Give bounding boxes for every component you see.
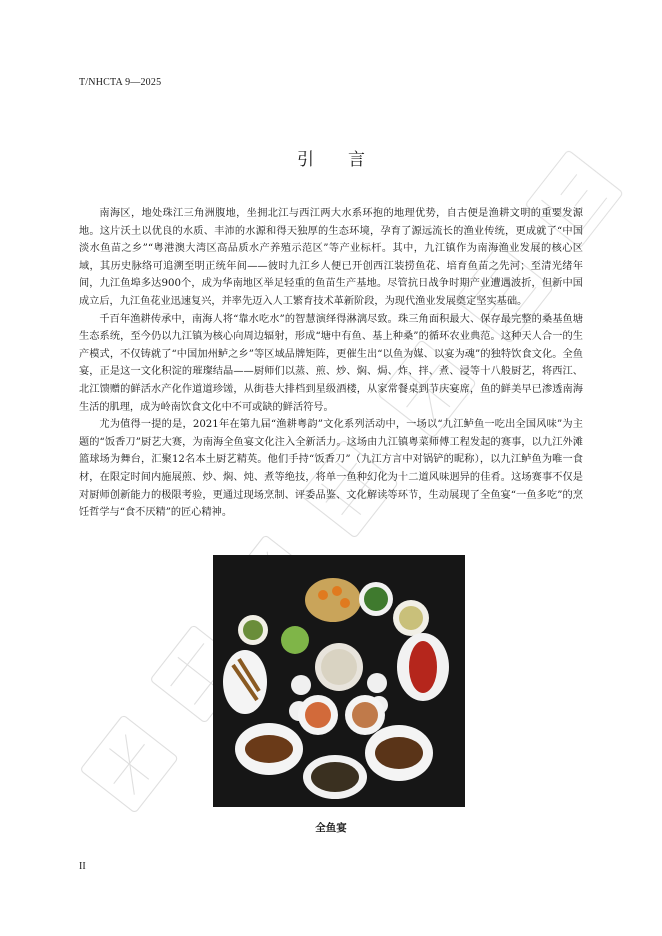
- introduction-body: [79, 205, 583, 522]
- standard-code: T/NHCTA 9—2025: [79, 77, 162, 88]
- section-title: 引 言: [297, 150, 365, 170]
- paragraph: 南海区，地处珠江三角洲腹地，坐拥北江与西江两大水系环抱的地理优势，自古便是渔耕文明的重要发源地。这片沃土以优良的水质、丰沛的水源和得天独厚的生态环境，孕育了源远流长的渔业传统，更成就了“中国淡水鱼苗之乡”“粤港澳大湾区高品质水产养殖示范区”等产业标杆。其中，九江镇作为南海渔业发展的核心区域，其历史脉络可追溯至明正统年间——彼时九江乡人便已开创西江装捞鱼花、培育鱼苗之先河；至清光绪年间，九江鱼埠多达900个，成为华南地区举足轻重的鱼苗生产基地。尽管抗日战争时期产业遭遇波折，但新中国成立后，九江鱼花业迅速复兴，并率先迈入人工繁育技术革新阶段，为现代渔业发展奠定坚实基础。: [79, 208, 583, 307]
- banquet-photo: [213, 555, 465, 807]
- page-number: II: [79, 861, 86, 872]
- paragraph: 尤为值得一提的是，2021年在第九届“渔耕粤韵”文化系列活动中，一场以“九江鲈鱼一吃出全国风味”为主题的“饭香刀”厨艺大赛，为南海全鱼宴文化注入全新活力。这场由九江镇粤菜师傅工程发起的赛事，以九江外滩篮球场为舞台，汇聚12名本土厨艺精英。他们手持“饭香刀”（九江方言中对锅铲的昵称），以九江鲈鱼为唯一食材，在限定时间内施展煎、炒、焖、炖、煮等绝技，将单一鱼种幻化为十二道风味迥异的佳肴。这场赛事不仅是对厨师创新能力的极限考验，更通过现场烹制、评委品鉴、文化解读等环节，生动展现了全鱼宴“一鱼多吃”的烹饪哲学与“食不厌精”的匠心精神。: [79, 419, 583, 519]
- figure-caption: 全鱼宴: [315, 822, 347, 834]
- paragraph: 千百年渔耕传承中，南海人将“靠水吃水”的智慧演绎得淋漓尽致。珠三角面积最大、保存最完整的桑基鱼塘生态系统，至今仍以九江镇为核心向周边辐射，形成“塘中有鱼、基上种桑”的循环农业典范。这种天人合一的生产模式，不仅铸就了“中国加州鲈之乡”等区域品牌矩阵，更催生出“以鱼为媒、以宴为魂”的独特饮食文化。全鱼宴，正是这一文化积淀的璀璨结晶——厨师们以蒸、煎、炒、焖、焗、炸、拌、煮、浸等十八般厨艺，将西江、北江馈赠的鲜活水产化作道道珍馐，从街巷大排档到星级酒楼，从家常餐桌到节庆宴席，鱼的鲜美早已渗透南海生活的肌理，成为岭南饮食文化中不可或缺的鲜活符号。: [79, 313, 583, 413]
